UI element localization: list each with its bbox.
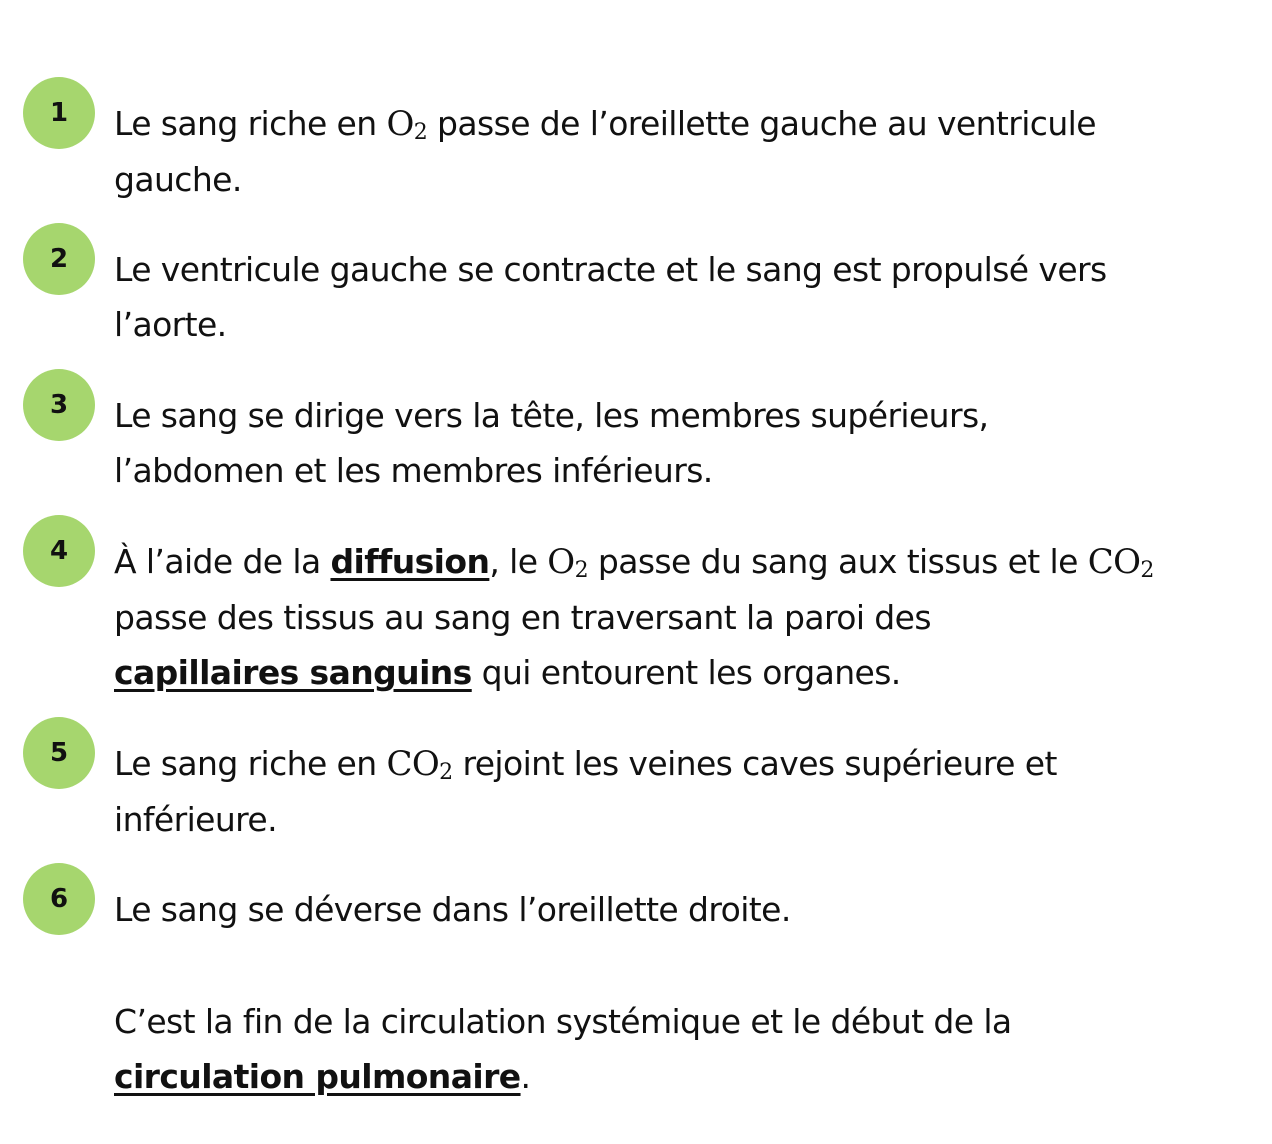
step-text: Le ventricule gauche se contracte et le sang est propulsé vers l’aorte.: [114, 250, 1107, 344]
step-text: À l’aide de la diffusion, le $O_2$ passe du sang aux tissus et le $CO_2$ passe des tissus au sang en traversant la paroi des capillaires sanguins qui entourent les organes.: [114, 542, 1154, 692]
chemical-formula: $CO_2$: [1087, 542, 1154, 583]
step-text: Le sang riche en $O_2$ passe de l’oreillette gauche au ventricule gauche.: [114, 104, 1096, 199]
step-number-badge: 6: [23, 863, 95, 935]
chemical-formula: $O_2$: [386, 104, 428, 145]
step-number-badge: 3: [23, 369, 95, 441]
step-text: Le sang se dirige vers la tête, les membres supérieurs, l’abdomen et les membres inférieurs.: [114, 396, 989, 490]
step-text: Le sang se déverse dans l’oreillette droite.: [114, 890, 791, 929]
step-number-badge: 4: [23, 515, 95, 587]
glossary-link-capillaires-sanguins[interactable]: capillaires sanguins: [114, 653, 472, 692]
step-number-badge: 1: [23, 77, 95, 149]
conclusion-text: C’est la fin de la circulation systémique et le début de la circulation pulmonaire.: [114, 1002, 1012, 1096]
step-number-badge: 2: [23, 223, 95, 295]
step-number-badge: 5: [23, 717, 95, 789]
glossary-link-circulation-pulmonaire[interactable]: circulation pulmonaire: [114, 1057, 521, 1096]
step-text: Le sang riche en $CO_2$ rejoint les veines caves supérieure et inférieure.: [114, 744, 1057, 839]
glossary-link-diffusion[interactable]: diffusion: [330, 542, 490, 581]
chemical-formula: $O_2$: [547, 542, 588, 583]
chemical-formula: $CO_2$: [386, 744, 453, 785]
